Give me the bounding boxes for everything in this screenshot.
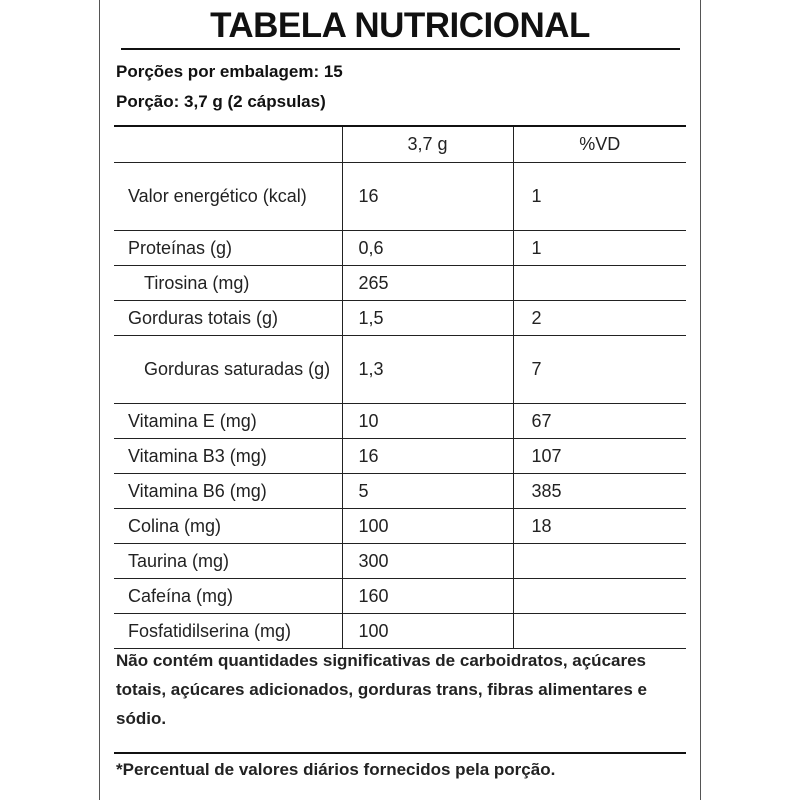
nutrient-name: Vitamina B3 (mg) [114,439,342,474]
title-rule [121,48,680,50]
nutrient-name: Vitamina E (mg) [114,404,342,439]
nutrient-daily-value [513,614,686,649]
nutrient-amount: 5 [342,474,513,509]
nutrient-amount: 1,3 [342,336,513,404]
table-row [114,231,686,266]
not-significant-note: Não contém quantidades significativas de carboidratos, açúcares totais, açúcares adicionados, gorduras trans, fibras alimentares e sódio. [116,651,647,728]
nutrient-daily-value [513,544,686,579]
nutrient-daily-value: 7 [513,336,686,404]
nutrient-amount: 100 [342,614,513,649]
header-blank-cell [114,126,342,163]
right-border-line [700,0,701,800]
nutrient-name: Gorduras saturadas (g) [114,336,342,404]
nutrient-amount: 0,6 [342,231,513,266]
nutrient-name: Taurina (mg) [114,544,342,579]
nutrient-name: Tirosina (mg) [114,266,342,301]
nutrient-name: Gorduras totais (g) [114,301,342,336]
nutrient-amount: 16 [342,163,513,231]
table-row [114,509,686,544]
table-row [114,439,686,474]
nutrient-amount: 300 [342,544,513,579]
table-header-row [114,126,686,163]
nutrient-daily-value: 1 [513,231,686,266]
servings-per-package: Porções por embalagem: 15 [116,62,343,81]
nutrient-amount: 10 [342,404,513,439]
nutrient-name: Valor energético (kcal) [114,163,342,231]
nutrient-amount: 16 [342,439,513,474]
nutrient-amount: 100 [342,509,513,544]
footnote: *Percentual de valores diários fornecidos pela porção. [116,760,556,779]
nutrient-name: Proteínas (g) [114,231,342,266]
page-title: TABELA NUTRICIONAL [210,6,590,45]
table-row [114,336,686,404]
nutrient-daily-value: 18 [513,509,686,544]
nutrient-daily-value: 67 [513,404,686,439]
table-row [114,474,686,509]
nutrient-daily-value: 1 [513,163,686,231]
table-row [114,301,686,336]
table-row [114,579,686,614]
nutrient-name: Vitamina B6 (mg) [114,474,342,509]
table-row [114,614,686,649]
nutrient-daily-value: 2 [513,301,686,336]
table-row [114,544,686,579]
nutrient-name: Colina (mg) [114,509,342,544]
nutrient-daily-value [513,579,686,614]
nutrient-daily-value [513,266,686,301]
header-amount: 3,7 g [342,126,513,163]
footnote-rule [114,752,686,754]
table-row [114,163,686,231]
nutrition-table [114,125,686,649]
nutrient-daily-value: 107 [513,439,686,474]
nutrient-amount: 265 [342,266,513,301]
serving-size: Porção: 3,7 g (2 cápsulas) [116,92,326,111]
left-border-line [99,0,100,800]
table-row [114,404,686,439]
table-row [114,266,686,301]
nutrient-amount: 160 [342,579,513,614]
header-daily-value: %VD [513,126,686,163]
nutrient-daily-value: 385 [513,474,686,509]
nutrient-name: Cafeína (mg) [114,579,342,614]
nutrient-name: Fosfatidilserina (mg) [114,614,342,649]
nutrient-amount: 1,5 [342,301,513,336]
